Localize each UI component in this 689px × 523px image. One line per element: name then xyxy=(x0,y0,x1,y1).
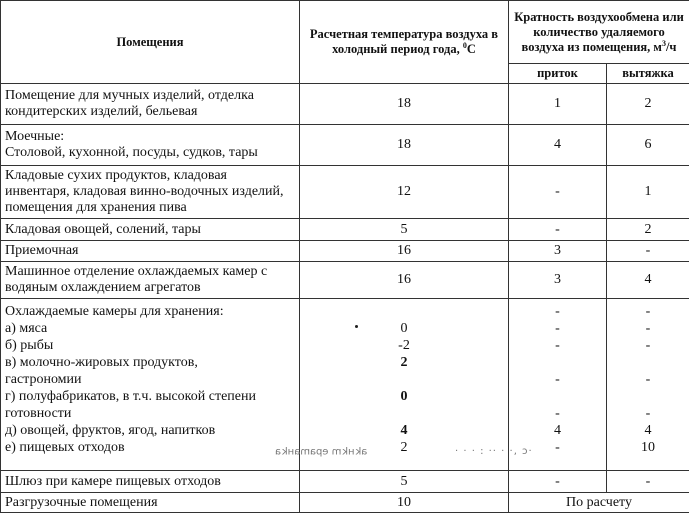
header-exhaust: вытяжка xyxy=(607,64,689,84)
header-temperature-unit: С xyxy=(466,42,476,56)
cooled-chambers-row xyxy=(1,299,689,471)
table-row xyxy=(1,493,689,513)
room-cell-line: Моечные: xyxy=(5,129,65,144)
exhaust-a: - xyxy=(645,321,651,336)
temp-v: 2 xyxy=(400,355,408,370)
header-temperature-sup: 0 xyxy=(462,40,467,50)
temp-cell: 16 xyxy=(300,241,509,262)
supply-cell xyxy=(509,299,607,471)
supply-cell: - xyxy=(509,471,607,493)
header-exchange-text: Кратность воздухообмена или количество удаляемого воздуха из помещения, м xyxy=(514,9,684,54)
room-cell xyxy=(1,125,300,166)
supply-cell: 3 xyxy=(509,262,607,299)
exhaust-cell: - xyxy=(607,241,689,262)
temp-e: 2 xyxy=(400,440,408,455)
exhaust-cell: 1 xyxy=(607,166,689,219)
cooled-b: б) рыбы xyxy=(5,338,54,353)
supply-v: - xyxy=(555,372,560,387)
temp-cell: 16 xyxy=(300,262,509,299)
exhaust-title: - xyxy=(645,304,651,319)
supply-e: - xyxy=(555,440,560,455)
cooled-v2: гастрономии xyxy=(5,372,82,387)
header-temperature-text: Расчетная температура воздуха в холодный период года, xyxy=(309,27,499,56)
header-exchange-unit: /ч xyxy=(665,39,677,54)
table-row xyxy=(1,241,689,262)
temp-cell: 10 xyxy=(300,493,509,513)
room-cell: Кладовая овощей, солений, тары xyxy=(1,219,300,241)
exhaust-cell: - xyxy=(607,471,689,493)
cooled-g1: г) полуфабрикатов, в т.ч. высокой степени xyxy=(5,389,257,404)
temp-cell: 5 xyxy=(300,219,509,241)
cooled-v1: в) молочно-жировых продуктов, xyxy=(5,355,198,370)
supply-b: - xyxy=(555,338,560,353)
room-cell-line: Столовой, кухонной, посуды, судков, тары xyxy=(5,145,258,160)
room-cell: Приемочная xyxy=(1,241,300,262)
table-row xyxy=(1,125,689,166)
temp-cell: 18 xyxy=(300,125,509,166)
room-cell: Машинное отделение охлаждаемых камер с водяным охлаждением агрегатов xyxy=(1,262,300,299)
exhaust-cell: 2 xyxy=(607,219,689,241)
supply-g: - xyxy=(555,406,560,421)
cooled-d: д) овощей, фруктов, ягод, напитков xyxy=(5,423,216,438)
cooled-e: е) пищевых отходов xyxy=(5,440,125,455)
temp-d: 4 xyxy=(400,423,408,438)
table-row xyxy=(1,262,689,299)
exhaust-cell: 4 xyxy=(607,262,689,299)
exhaust-cell: 6 xyxy=(607,125,689,166)
table-row xyxy=(1,84,689,125)
temp-cell: 18 xyxy=(300,84,509,125)
combined-cell: По расчету xyxy=(509,493,689,513)
exhaust-v: - xyxy=(645,372,651,387)
header-temperature xyxy=(300,1,509,84)
supply-cell: 1 xyxy=(509,84,607,125)
exhaust-e: 10 xyxy=(641,440,655,455)
exhaust-b: - xyxy=(645,338,651,353)
scan-noise-mirrored: ɐʞнɐɯɐdǝ ɯʞнʞɐ xyxy=(275,446,368,457)
cooled-title: Охлаждаемые камеры для хранения: xyxy=(5,304,224,319)
table-row xyxy=(1,219,689,241)
supply-cell: 3 xyxy=(509,241,607,262)
supply-d: 4 xyxy=(554,423,561,438)
supply-title: - xyxy=(555,304,560,319)
room-cell: Помещение для мучных изделий, отделка кондитерских изделий, бельевая xyxy=(1,84,300,125)
cooled-g2: готовности xyxy=(5,406,72,421)
room-cell xyxy=(1,299,300,471)
temp-g: 0 xyxy=(400,389,408,404)
temp-cell: 5 xyxy=(300,471,509,493)
temp-a: 0 xyxy=(400,321,408,336)
header-row xyxy=(1,1,689,64)
exhaust-g: - xyxy=(645,406,651,421)
temp-b: -2 xyxy=(398,338,410,353)
supply-cell: 4 xyxy=(509,125,607,166)
supply-cell: - xyxy=(509,166,607,219)
temp-cell: 12 xyxy=(300,166,509,219)
room-cell: Шлюз при камере пищевых отходов xyxy=(1,471,300,493)
header-exchange-sup: 3 xyxy=(661,38,666,48)
exhaust-d: 4 xyxy=(644,423,652,438)
header-exchange xyxy=(509,1,689,64)
scan-dot xyxy=(355,325,358,328)
temp-cell xyxy=(300,299,509,471)
table-row xyxy=(1,166,689,219)
exhaust-cell: 2 xyxy=(607,84,689,125)
header-supply: приток xyxy=(509,64,607,84)
room-cell: Кладовые сухих продуктов, кладовая инвентаря, кладовая винно-водочных изделий, помещения для хранения пива xyxy=(1,166,300,219)
header-rooms: Помещения xyxy=(1,1,300,84)
cooled-a: а) мяса xyxy=(5,321,48,336)
room-cell: Разгрузочные помещения xyxy=(1,493,300,513)
exhaust-cell xyxy=(607,299,689,471)
supply-a: - xyxy=(555,321,560,336)
table-row xyxy=(1,471,689,493)
scan-noise-dots: · · · : ·· · ·, ɔ· xyxy=(455,446,533,457)
supply-cell: - xyxy=(509,219,607,241)
